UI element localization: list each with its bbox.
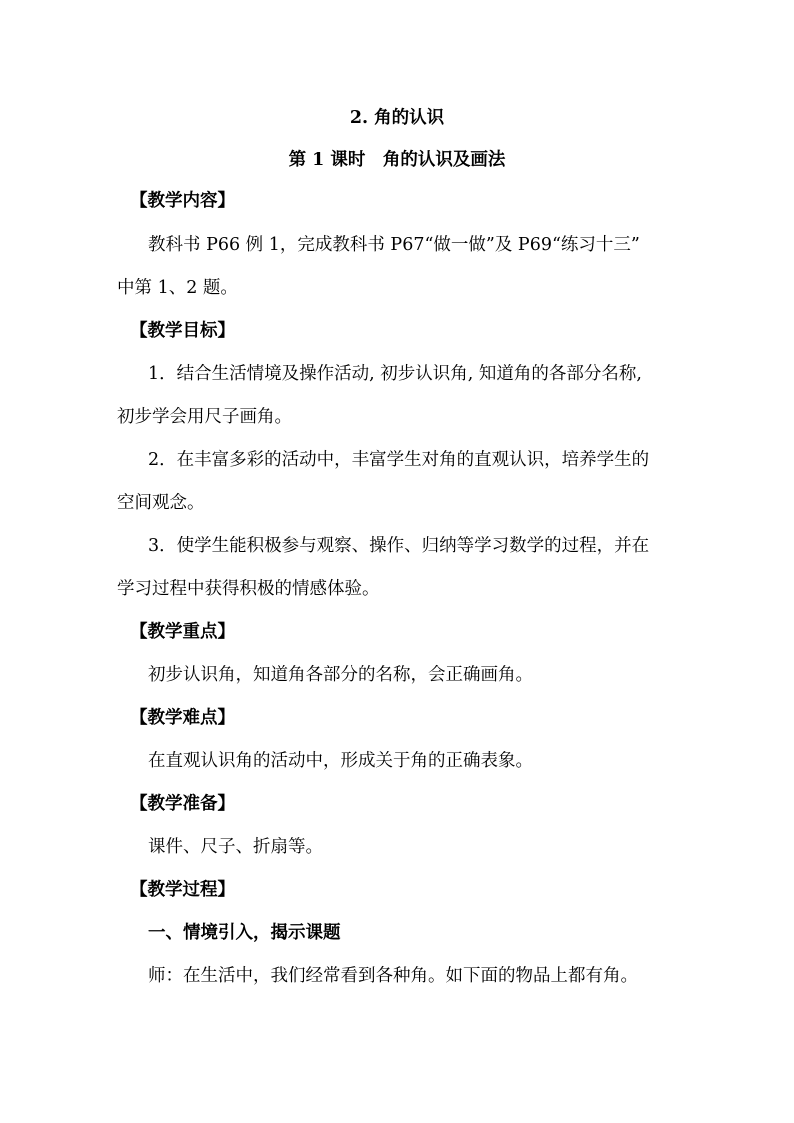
content-heading: 【教学内容】	[130, 191, 235, 211]
goals-heading: 【教学目标】	[130, 321, 235, 341]
content-line-1: 教科书 P66 例 1，完成教科书 P67“做一做”及 P69“练习十三”	[148, 235, 640, 255]
goal-2-line-1: 2．在丰富多彩的活动中，丰富学生对角的直观认识，培养学生的	[148, 450, 650, 470]
preparation-text: 课件、尺子、折扇等。	[148, 837, 323, 857]
goal-1-line-2: 初步学会用尺子画角。	[117, 407, 292, 427]
process-heading: 【教学过程】	[130, 880, 235, 900]
key-points-text: 初步认识角，知道角各部分的名称，会正确画角。	[148, 665, 533, 685]
section-1-text: 师：在生活中，我们经常看到各种角。如下面的物品上都有角。	[148, 966, 638, 986]
preparation-heading: 【教学准备】	[130, 794, 235, 814]
goal-3-line-1: 3．使学生能积极参与观察、操作、归纳等学习数学的过程，并在	[148, 536, 650, 556]
goal-1-line-1: 1．结合生活情境及操作活动, 初步认识角, 知道角的各部分名称,	[148, 364, 642, 384]
difficulty-text: 在直观认识角的活动中，形成关于角的正确表象。	[148, 751, 533, 771]
difficulty-heading: 【教学难点】	[130, 708, 235, 728]
lesson-subtitle: 第 1 课时 角的认识及画法	[288, 150, 506, 170]
key-points-heading: 【教学重点】	[130, 622, 235, 642]
section-1-heading: 一、情境引入，揭示课题	[148, 923, 341, 943]
goal-3-line-2: 学习过程中获得积极的情感体验。	[117, 579, 380, 599]
goal-2-line-2: 空间观念。	[117, 493, 205, 513]
document-title: 2. 角的认识	[349, 108, 445, 128]
content-line-2: 中第 1、2 题。	[117, 278, 238, 298]
